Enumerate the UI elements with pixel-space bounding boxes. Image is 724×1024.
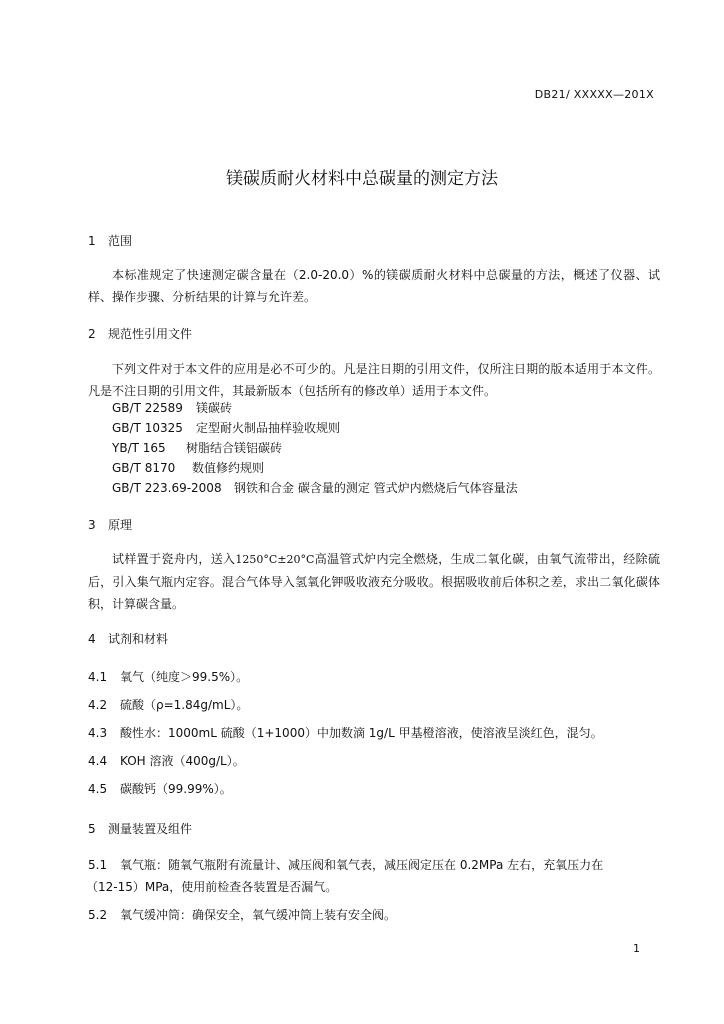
section-number: 5 bbox=[88, 822, 96, 836]
section-2-heading bbox=[88, 325, 192, 342]
subsection-item bbox=[88, 856, 603, 873]
section-number: 1 bbox=[88, 234, 96, 248]
temperature-value: 1250°C±20°C bbox=[235, 553, 315, 566]
reference-code: GB/T 22589 bbox=[112, 401, 183, 415]
document-title: 镁碳质耐火材料中总碳量的测定方法 bbox=[226, 169, 498, 189]
subsection-text: KOH 溶液（400g/L）。 bbox=[120, 754, 245, 768]
reference-item bbox=[112, 438, 282, 458]
section-2-paragraph: 下列文件对于本文件的应用是必不可少的。凡是注日期的引用文件，仅所注日期的版本适用于本文件。凡是不注日期的引用文件，其最新版本（包括所有的修改单）适用于本文件。 bbox=[88, 362, 660, 398]
reference-item bbox=[112, 458, 264, 478]
subsection-number: 4.2 bbox=[88, 698, 108, 712]
section-title: 范围 bbox=[108, 234, 133, 248]
reference-name: 树脂结合镁铝碳砖 bbox=[186, 441, 283, 455]
section-3-paragraph bbox=[88, 548, 660, 615]
section-title: 原理 bbox=[108, 518, 133, 532]
subsection-item bbox=[88, 696, 248, 713]
subsection-item bbox=[88, 906, 396, 923]
reference-item bbox=[112, 478, 518, 498]
document-number: DB21/ XXXXX—201X bbox=[534, 88, 654, 101]
section-number: 4 bbox=[88, 632, 96, 646]
reference-name: 定型耐火制品抽样验收规则 bbox=[196, 421, 341, 435]
principle-text-a: 试样置于瓷舟内，送入 bbox=[112, 552, 236, 566]
subsection-item bbox=[88, 668, 248, 685]
principle-text-b: 高温管式炉内完全燃烧，生成二氧化碳，由氧气流带出，经除硫后，引入集气瓶内定容。混合气体导入氢氧化钾吸收液充分吸收。根据吸收前后体积之差，求出二氧化碳体积，计算碳含量。 bbox=[88, 552, 660, 611]
reference-item bbox=[112, 418, 340, 438]
section-1-paragraph: 本标准规定了快速测定碳含量在（2.0-20.0）%的镁碳质耐火材料中总碳量的方法，概述了仪器、试样、操作步骤、分析结果的计算与允许差。 bbox=[88, 268, 660, 304]
reference-item bbox=[112, 398, 232, 418]
section-5-heading bbox=[88, 820, 192, 837]
section-title: 试剂和材料 bbox=[108, 632, 169, 646]
subsection-item bbox=[88, 752, 245, 769]
page-number: 1 bbox=[633, 942, 640, 955]
reference-name: 镁碳砖 bbox=[196, 401, 233, 415]
section-title: 测量装置及组件 bbox=[108, 822, 193, 836]
subsection-text: 碳酸钙（99.99%）。 bbox=[120, 782, 232, 796]
subsection-number: 4.3 bbox=[88, 726, 108, 740]
section-1-heading bbox=[88, 232, 132, 249]
subsection-text: 硫酸（ρ=1.84g/mL）。 bbox=[120, 698, 249, 712]
subsection-number: 5.2 bbox=[88, 908, 108, 922]
section-4-heading bbox=[88, 630, 168, 647]
subsection-text: 氧气（纯度＞99.5%）。 bbox=[120, 670, 249, 684]
subsection-text: 酸性水：1000mL 硫酸（1+1000）中加数滴 1g/L 甲基橙溶液，使溶液呈淡红色，混匀。 bbox=[120, 726, 603, 740]
subsection-number: 4.1 bbox=[88, 670, 108, 684]
reference-code: GB/T 223.69-2008 bbox=[112, 481, 222, 495]
reference-name: 数值修约规则 bbox=[192, 461, 265, 475]
section-number: 2 bbox=[88, 327, 96, 341]
subsection-item bbox=[88, 724, 603, 741]
subsection-text-continuation: （12-15）MPa，使用前检查各装置是否漏气。 bbox=[86, 880, 338, 894]
reference-code: GB/T 8170 bbox=[112, 461, 176, 475]
subsection-text: 氧气瓶：随氧气瓶附有流量计、减压阀和氧气表，减压阀定压在 0.2MPa 左右，充氧压力在 bbox=[120, 858, 604, 872]
reference-code: YB/T 165 bbox=[112, 441, 166, 455]
reference-name: 钢铁和合金 碳含量的测定 管式炉内燃烧后气体容量法 bbox=[234, 481, 518, 495]
subsection-text: 氧气缓冲筒：确保安全，氧气缓冲筒上装有安全阀。 bbox=[120, 908, 397, 922]
reference-code: GB/T 10325 bbox=[112, 421, 183, 435]
subsection-item bbox=[88, 780, 232, 797]
section-title: 规范性引用文件 bbox=[108, 327, 193, 341]
section-number: 3 bbox=[88, 518, 96, 532]
section-3-heading bbox=[88, 516, 132, 533]
subsection-number: 4.4 bbox=[88, 754, 108, 768]
subsection-number: 4.5 bbox=[88, 782, 108, 796]
subsection-number: 5.1 bbox=[88, 858, 108, 872]
